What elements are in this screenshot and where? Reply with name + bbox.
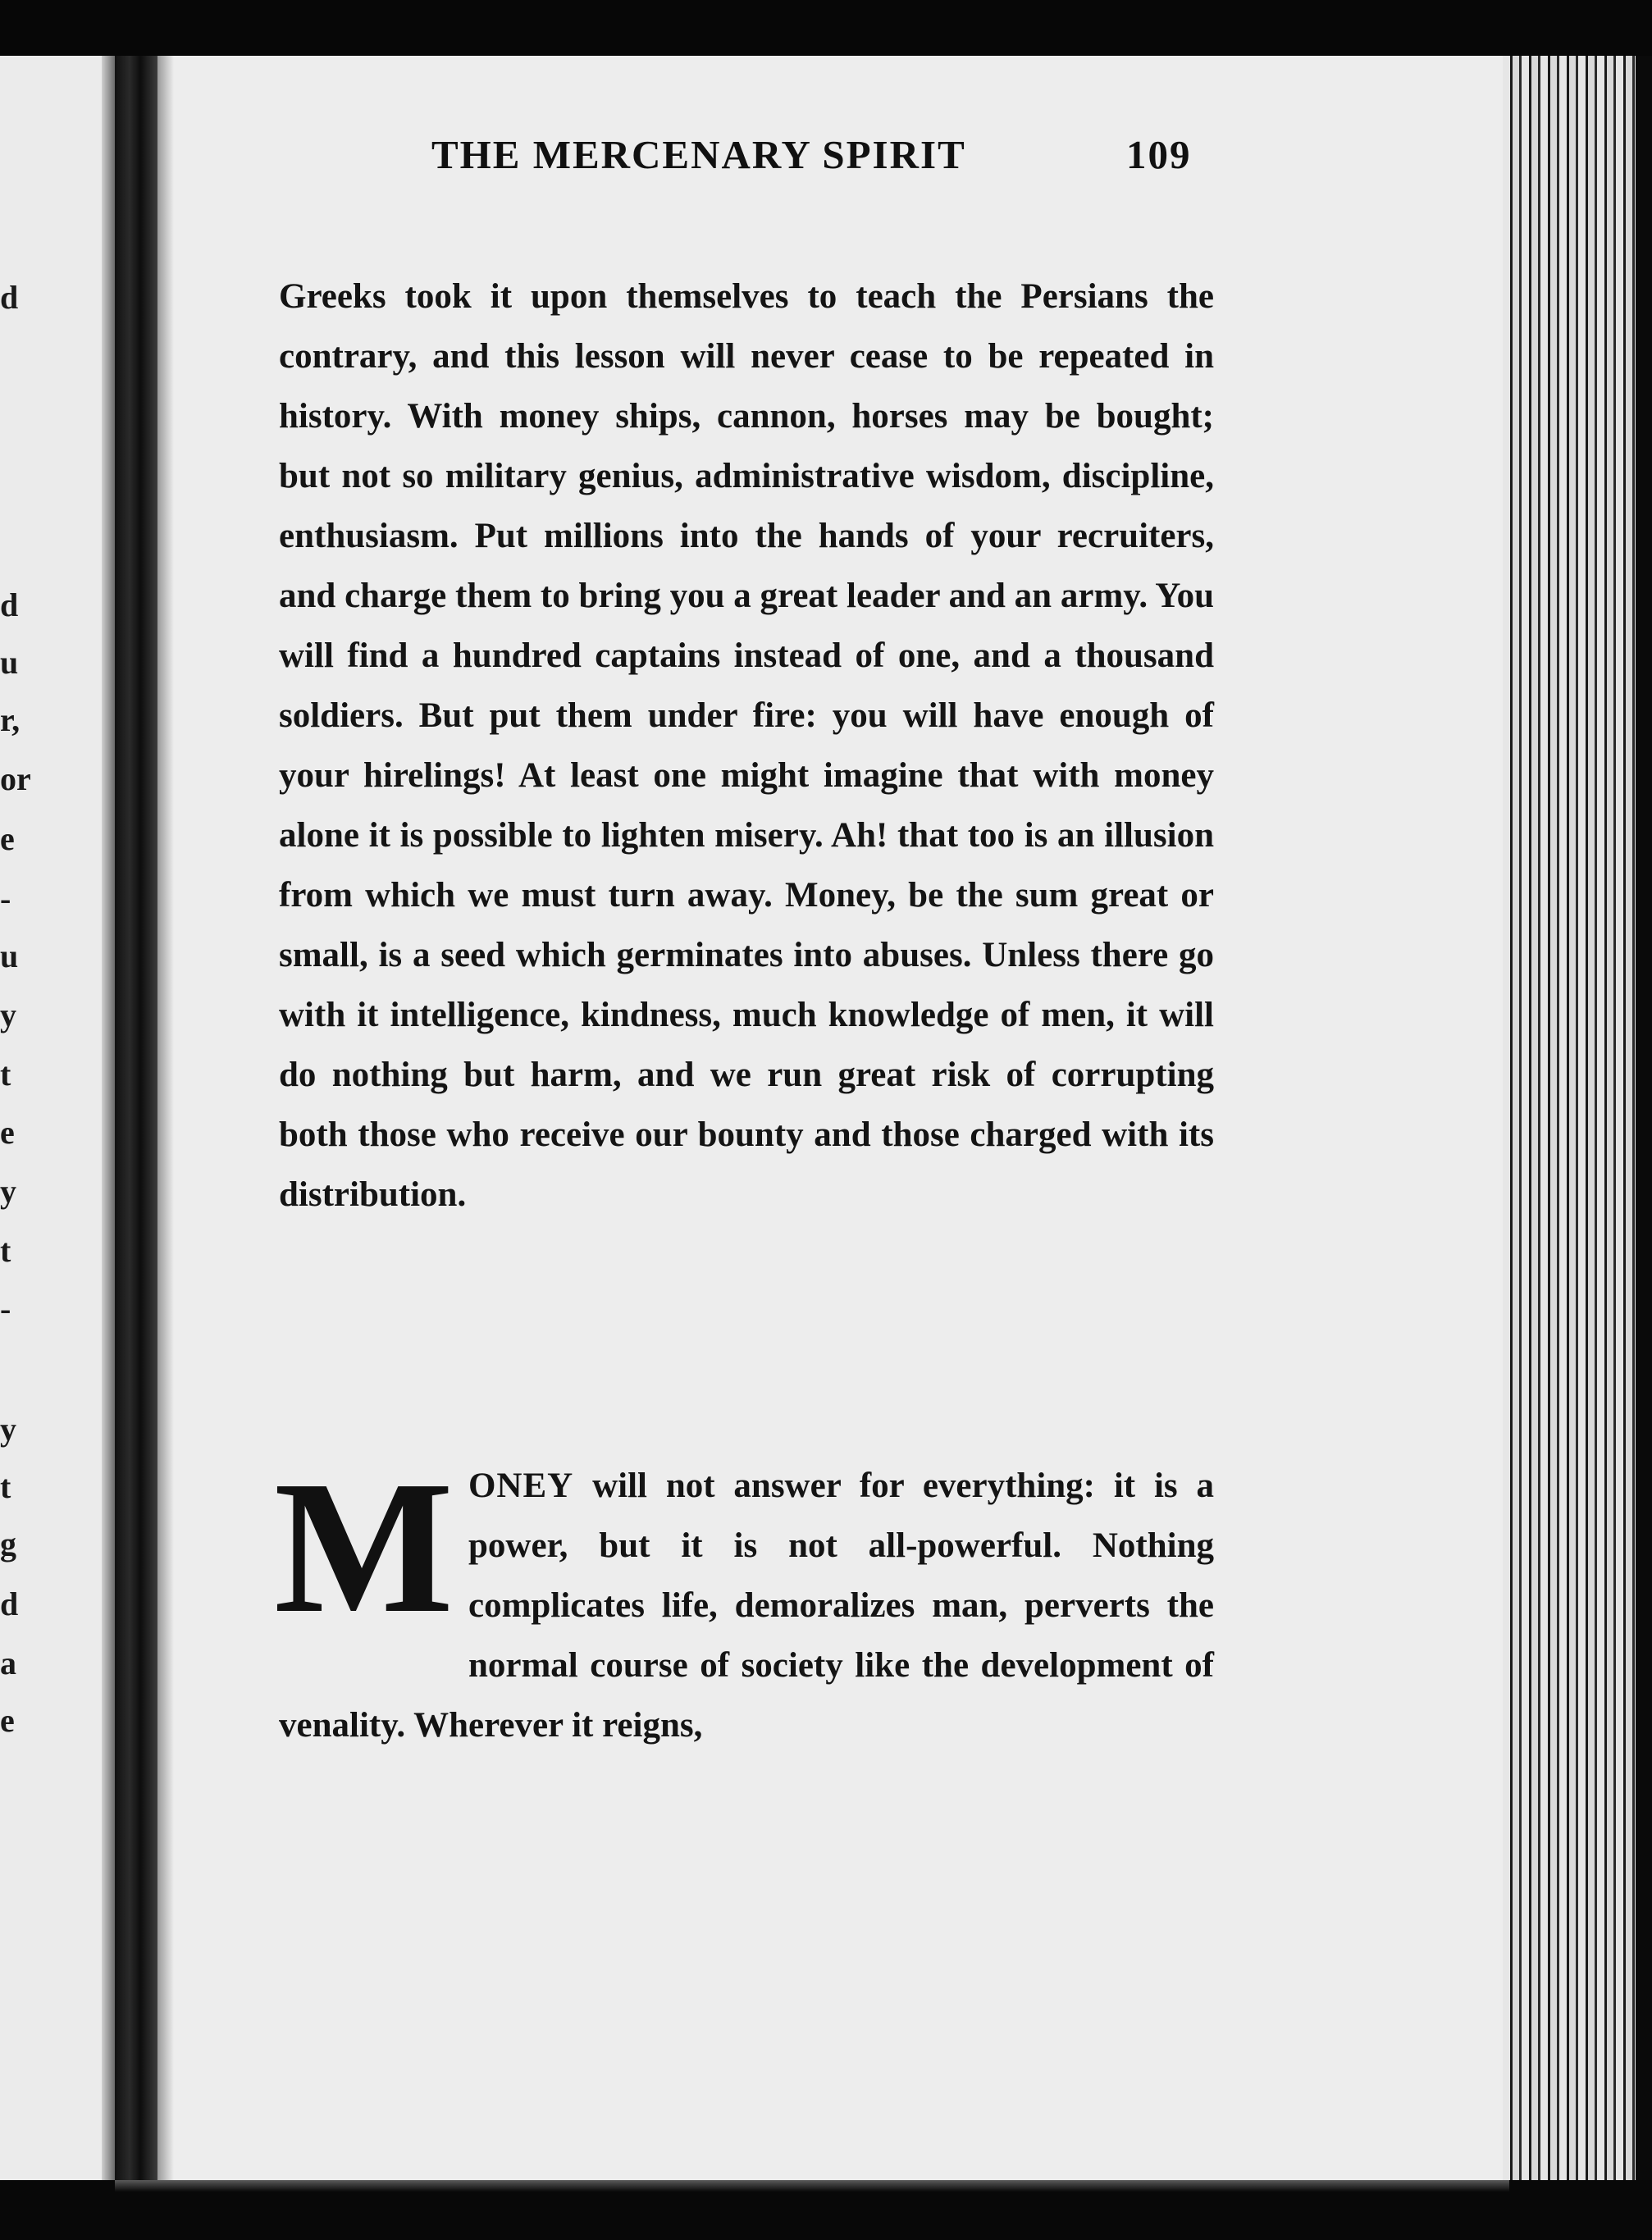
facing-letter: d (0, 1585, 19, 1622)
drop-cap-word-rest: ONEY (468, 1467, 574, 1505)
page-gutter-shadow (157, 56, 174, 2180)
page-number: 109 (1126, 132, 1192, 177)
facing-letter: - (0, 880, 11, 917)
running-title: THE MERCENARY SPIRIT (431, 132, 966, 177)
book-spine (115, 56, 157, 2180)
facing-letter: a (0, 1645, 16, 1681)
facing-letter: g (0, 1526, 16, 1563)
page-bottom-edge (115, 2180, 1509, 2192)
facing-letter: y (0, 1173, 16, 1210)
facing-letter: u (0, 644, 19, 681)
page-fore-edge (1503, 56, 1652, 2180)
facing-letter: - (0, 1290, 11, 1327)
facing-letter: d (0, 279, 19, 316)
facing-letter: y (0, 1411, 16, 1448)
facing-letter: r, (0, 701, 21, 738)
facing-page-letters (0, 56, 33, 2180)
facing-letter: e (0, 1114, 15, 1151)
facing-letter: t (0, 1468, 11, 1505)
drop-cap: M (274, 1442, 454, 1653)
body-paragraph: Greeks took it upon themselves to teach the Persians the contrary, and this lesson will never cease to be repeated in history. With money ships, cannon, horses may be bought; but not so military genius, administrative wisdom, discipline, enthusiasm. Put millions into the hands of your recruiters, and charge them to bring you a great leader and an army. You will find a hundred captains instead of one, and a thousand soldiers. But put them under fire: you will have enough of your hirelings! At least one might imagine that with money alone it is possible to lighten misery. Ah! that too is an illusion from which we must turn away. Money, be the sum great or small, is a seed which germinates into abuses. Unless there go with it intelligence, kindness, much knowledge of men, it will do nothing but harm, and we run great risk of corrupting both those who receive our bounty and those charged with its distribution. (279, 277, 1214, 1214)
facing-page-fragment (0, 56, 115, 2180)
body-paragraph-drop-cap (274, 1442, 1214, 1755)
facing-letter: u (0, 938, 19, 974)
scan-bottom-border (0, 2180, 1652, 2240)
running-header (269, 131, 1212, 197)
facing-letter: t (0, 1056, 11, 1093)
facing-letter: or (0, 760, 31, 797)
facing-page-gutter (102, 56, 115, 2180)
facing-letter: d (0, 586, 19, 623)
facing-letter: e (0, 1702, 15, 1739)
fore-edge-border (1636, 56, 1652, 2180)
facing-letter: t (0, 1232, 11, 1269)
paragraph-text: will not answer for everything: it is a power, but it is not all-powerful. Nothing complicates life, demoralizes man, perverts the normal course of society like the development of venality. Wherever it reigns, (279, 1467, 1214, 1745)
facing-letter: y (0, 997, 16, 1033)
facing-letter: e (0, 820, 15, 857)
